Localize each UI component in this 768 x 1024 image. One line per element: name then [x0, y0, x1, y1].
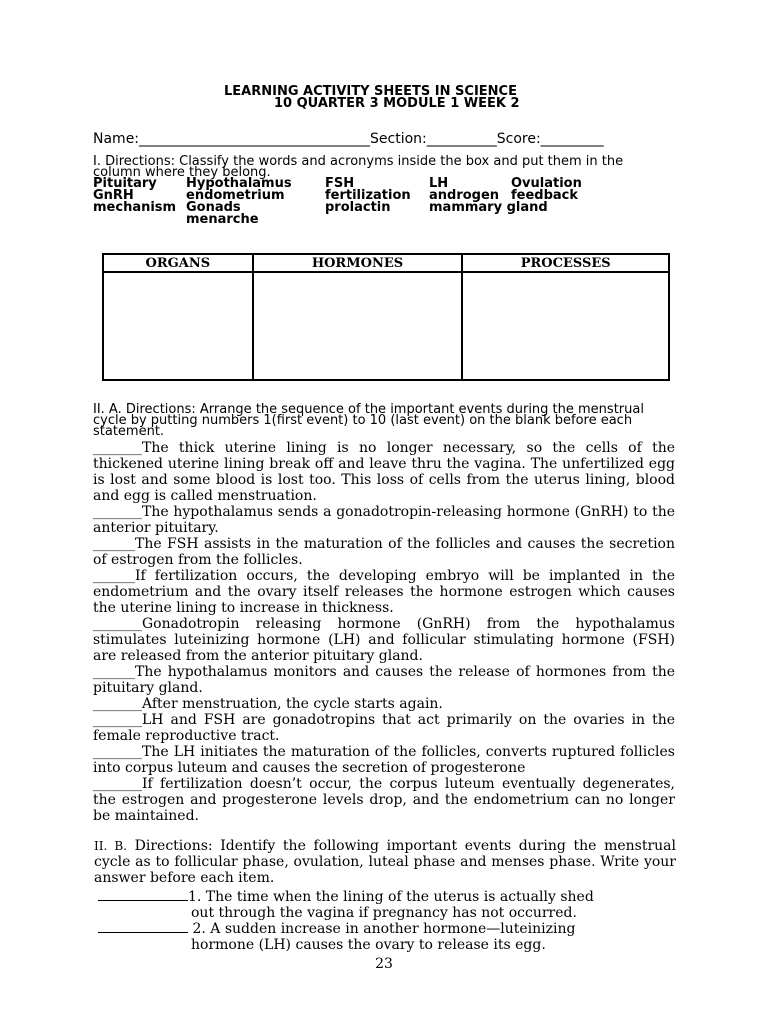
word-item: endometrium: [186, 188, 285, 203]
word-item: GnRH: [93, 188, 134, 203]
word-item: mechanism: [93, 200, 177, 215]
part2b-directions-text: Directions: Identify the following important events during the menstrual cycle as to follicular phase, ovulation, luteal phase and menses phase. Write your answer before each item.: [94, 838, 677, 886]
question-text-cont: hormone (LH) causes the ovary to release its egg.: [191, 937, 546, 953]
word-item: menarche: [186, 212, 259, 227]
sequence-items: [93, 440, 675, 824]
sequence-item: _______After menstruation, the cycle starts again.: [93, 696, 443, 712]
word-item: Ovulation: [511, 176, 582, 191]
question-text-cont: out through the vagina if pregnancy has not occurred.: [191, 905, 577, 921]
answer-blank[interactable]: [98, 920, 188, 933]
word-item: fertilization: [325, 188, 411, 203]
answer-blank[interactable]: [98, 888, 188, 901]
sequence-item: _______The thick uterine lining is no longer necessary, so the cells of the thickened uterine lining break off and leave thru the vagina. The unfertilized egg is lost and some blood is lost too. This loss of cells from the uterus lining, blood and egg is called menstruation.: [93, 440, 675, 504]
page-number: 23: [375, 956, 393, 972]
word-item: Gonads: [186, 200, 241, 215]
sequence-item: ______The FSH assists in the maturation of the follicles and causes the secretion of estrogen from the follicles.: [93, 536, 675, 568]
sequence-item: _______LH and FSH are gonadotropins that act primarily on the ovaries in the female reproductive tract.: [93, 712, 675, 744]
word-item: Hypothalamus: [186, 176, 292, 191]
word-item: mammary gland: [429, 200, 548, 215]
word-item: feedback: [511, 188, 579, 203]
processes-answer-cell[interactable]: [462, 272, 669, 380]
sequence-item: ______The hypothalamus monitors and causes the release of hormones from the pituitary gland.: [93, 664, 675, 696]
part2a-directions: II. A. Directions: Arrange the sequence of the important events during the menstrual cycle by putting numbers 1(first event) to 10 (last event) on the blank before each statement.: [93, 402, 644, 439]
word-item: FSH: [325, 176, 355, 191]
word-item: androgen: [429, 188, 500, 203]
column-header-hormones: HORMONES: [253, 254, 463, 272]
question-text: 2. A sudden increase in another hormone—luteinizing: [188, 921, 576, 937]
hormones-answer-cell[interactable]: [253, 272, 463, 380]
question-text: 1. The time when the lining of the uterus is actually shed: [188, 889, 594, 905]
name-section-score-line: Name:_________________________________Section:__________Score:_________: [93, 131, 604, 147]
sequence-item: _______The hypothalamus sends a gonadotropin-releasing hormone (GnRH) to the anterior pituitary.: [93, 504, 675, 536]
organs-answer-cell[interactable]: [103, 272, 253, 380]
worksheet-title-line1: LEARNING ACTIVITY SHEETS IN SCIENCE: [224, 84, 517, 99]
sequence-item: _______The LH initiates the maturation of the follicles, converts ruptured follicles into corpus luteum and causes the secretion of progesterone: [93, 744, 675, 776]
question-item-2: [98, 920, 575, 953]
sequence-item: _______Gonadotropin releasing hormone (GnRH) from the hypothalamus stimulates luteinizing hormone (LH) and follicular stimulating hormone (FSH) are released from the anterior pituitary gland.: [93, 616, 675, 664]
column-header-organs: ORGANS: [103, 254, 253, 272]
sequence-item: ______If fertilization occurs, the developing embryo will be implanted in the endometrium and the ovary itself releases the hormone estrogen which causes the uterine lining to increase in thickness.: [93, 568, 675, 616]
part1-directions: I. Directions: Classify the words and acronyms inside the box and put them in the column where they belong.: [93, 154, 624, 180]
sequence-item: _______If fertilization doesn’t occur, the corpus luteum eventually degenerates, the estrogen and progesterone levels drop, and the endometrium can no longer be maintained.: [93, 776, 675, 824]
word-item: prolactin: [325, 200, 391, 215]
part2b-label: II. B.: [94, 839, 127, 853]
classification-table: [102, 253, 670, 381]
part2b-directions: [94, 838, 676, 886]
column-header-processes: PROCESSES: [462, 254, 669, 272]
question-item-1: [98, 888, 594, 921]
word-item: LH: [429, 176, 449, 191]
word-item: Pituitary: [93, 176, 157, 191]
worksheet-title-line2: 10 QUARTER 3 MODULE 1 WEEK 2: [274, 96, 520, 111]
